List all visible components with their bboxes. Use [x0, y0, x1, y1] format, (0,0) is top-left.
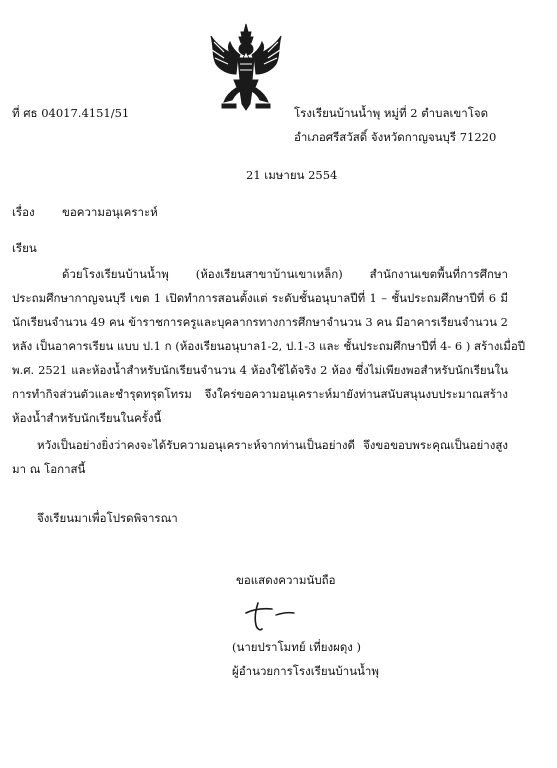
paragraph-1-line: ประถมศึกษากาญจนบุรี เขต 1 เปิดทำการสอนตั้งแต่ ระดับชั้นอนุบาลปีที่ 1 – ชั้นประถมศึกษาปีที่ 6 มี — [12, 291, 508, 305]
signer-position: ผู้อำนวยการโรงเรียนบ้านน้ำพุ — [232, 664, 379, 678]
handwritten-signature — [232, 599, 312, 633]
letter-date: 21 เมษายน 2554 — [246, 168, 338, 182]
paragraph-1-line: การทำกิจส่วนตัวและชำรุดทรุดโทรม จึงใคร่ขอความอนุเคราะห์มายังท่านสนับสนุนงบประมาณสร้าง — [12, 387, 508, 401]
garuda-emblem-icon — [208, 22, 284, 114]
salutation: เรียน — [12, 241, 37, 255]
document-reference-number: ที่ ศธ 04017.4151/51 — [12, 106, 130, 120]
paragraph-1-line: พ.ศ. 2521 และห้องน้ำสำหรับนักเรียนจำนวน 4 ห้องใช้ได้จริง 2 ห้อง ซึ่งไม่เพียงพอสำหรับนักเรียนใน — [12, 363, 508, 377]
closing-request: จึงเรียนมาเพื่อโปรดพิจารณา — [37, 511, 178, 525]
paragraph-2-line: หวังเป็นอย่างยิ่งว่าคงจะได้รับความอนุเคราะห์จากท่านเป็นอย่างดี จึงขอขอบพระคุณเป็นอย่างสูง — [37, 438, 508, 452]
school-address-line-2: อำเภอศรีสวัสดิ์ จังหวัดกาญจนบุรี 71220 — [294, 130, 497, 144]
school-address-line-1: โรงเรียนบ้านน้ำพุ หมู่ที่ 2 ตำบลเขาโจด — [294, 106, 489, 120]
subject-label: เรื่อง — [12, 205, 35, 219]
paragraph-1-line: หลัง เป็นอาคารเรียน แบบ ป.1 ก (ห้องเรียนอนุบาล1-2, ป.1-3 และ ชั้นประถมศึกษาปีที่ 4- 6 ) สร้างเมื่อปี — [12, 339, 526, 353]
subject-text: ขอความอนุเคราะห์ — [62, 205, 158, 219]
paragraph-1-line: ห้องน้ำสำหรับนักเรียนในครั้งนี้ — [12, 411, 162, 425]
paragraph-1-line: นักเรียนจำนวน 49 คน ข้าราชการครูและบุคลากรทางการศึกษาจำนวน 3 คน มีอาคารเรียนจำนวน 2 — [12, 315, 508, 329]
closing-phrase: ขอแสดงความนับถือ — [236, 573, 336, 587]
paragraph-2-line: มา ณ โอกาสนี้ — [12, 462, 86, 476]
signer-name: (นายปราโมทย์ เที่ยงผดุง ) — [232, 640, 362, 654]
paragraph-1-line: ด้วยโรงเรียนบ้านน้ำพุ (ห้องเรียนสาขาบ้านเขาเหล็ก) สำนักงานเขตพื้นที่การศึกษา — [62, 267, 508, 281]
